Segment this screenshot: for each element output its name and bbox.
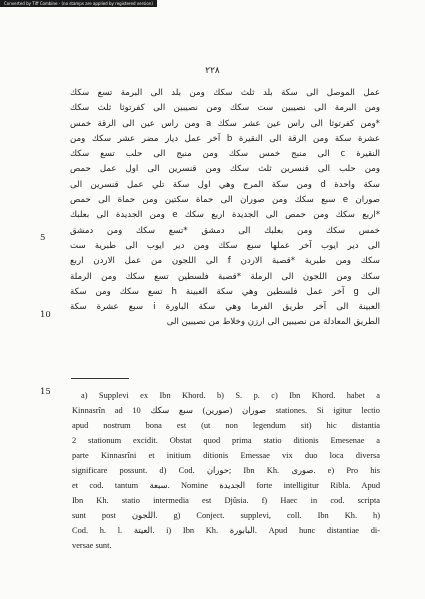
text-line: ومن البرمة الى نصيبين ست سكك ومن نصيبين الى كفرتوثا ثلث سكك: [70, 103, 380, 114]
footnote-line: a) Supplevi ex Ibn Khord. b) S. p. c) Ibn Khord. habet a: [81, 391, 380, 400]
text-line: عمل الموصل الى سكة بلد ثلث سكك ومن بلد الى البرمة تسع سكك: [70, 88, 380, 98]
text-line: سكك ومن اللجون الى الرملة *قصبة فلسطين تسع سكك ومن الرملة: [70, 271, 380, 282]
text-line: الطريق المعادلة من نصيبين الى ارزن وخلاط من نصيبين الى: [166, 317, 380, 328]
footnote-line: Ibn Kh. statio intermedia est Djûsia. f) Haec in cod. scripta: [72, 496, 380, 505]
text-line: ومن حلب الى قنسرين ثلث سكك ومن قنسرين الى اول عمل حمص: [70, 164, 380, 175]
margin-line-number: 5: [40, 233, 46, 243]
text-line: الى g آخر عمل فلسطين وهي سكة العبينة h تسع سكك ومن سكة: [70, 286, 380, 297]
page-number: ٢٢٨: [205, 66, 220, 76]
footnote-line: Kinnasrîn ad صوران (صورين) سبع سكك 10 stationes. Si igitur lectio: [72, 406, 380, 415]
text-line: *ومن كفرتوثا الى راس عين عشر سكك a ومن راس عين الى الرقة خمس: [70, 118, 380, 129]
margin-line-number: 10: [40, 310, 51, 320]
footnote-line: apud nostrum bona est (ut non legendum sit) hic distantia: [72, 421, 380, 430]
footnote-line: versae sunt.: [72, 541, 112, 550]
text-line: صوران e سبع سكك ومن صوران الى حماة سكتين ومن حماة الى حمص: [70, 195, 380, 206]
footnote-line: 2 stationum excidit. Obstat quod prima statio ditionis Emesenae a: [72, 436, 380, 445]
margin-line-number: 15: [40, 387, 51, 397]
footnote-line: Cod. h. l. العيتة. i) Ibn Kh. البابورة. Apud hunc distantiae di-: [72, 526, 380, 535]
footnote-line: et cod. tantum سبعة. Nomine الجديدة forte intelligitur Ribla. Apud: [72, 481, 380, 490]
footnote-line: sunt post اللجون. g) Conject. supplevi, coll. Ibn Kh. h): [72, 511, 380, 520]
arabic-main-text: [70, 86, 380, 331]
text-line: خمس سكك ومن بعلبك الى دمشق *تسع سكك ومن دمشق: [70, 225, 380, 236]
text-line: عشرة سكة ومن الرقة الى النقيرة b آخر عمل ديار مضر عشر سكك ومن: [70, 133, 380, 144]
converter-banner: Converted by Tiff Combine - (no stamps are applied by registered version): [0, 0, 157, 7]
footnote-line: significare possunt. d) Cod. حوران; Ibn Kh. صورى. e) Pro his: [72, 466, 380, 475]
text-line: *اربع سكك ومن حمص الى الجديدة اربع سكك e ومن الجديدة الى بعلبك: [70, 210, 380, 221]
text-line: سكك ومن طبرية *قصبة الاردن f الى اللجون من عمل الاردن اربع: [70, 256, 380, 267]
text-line: سكة واحدة d ومن سكة المرج وهي اول سكة تلي عمل قنسرين الى: [70, 179, 380, 190]
text-line: العبينة الى آخر طريق الفرما وهي سكة الباورة i سبع عشرة سكة: [70, 302, 380, 313]
text-line: النقيرة c الى منبج خمس سكك ومن منبج الى حلب تسع سكك: [70, 149, 380, 160]
footnote-rule: [71, 378, 129, 379]
footnotes: [72, 388, 380, 553]
text-line: الى دير ايوب آخر عملها سبع سكك ومن دير ايوب الى طبرية ست: [70, 240, 380, 251]
footnote-line: parte Kinnasrîni et initium ditionis Emessae vix duo loca diversa: [72, 451, 380, 460]
